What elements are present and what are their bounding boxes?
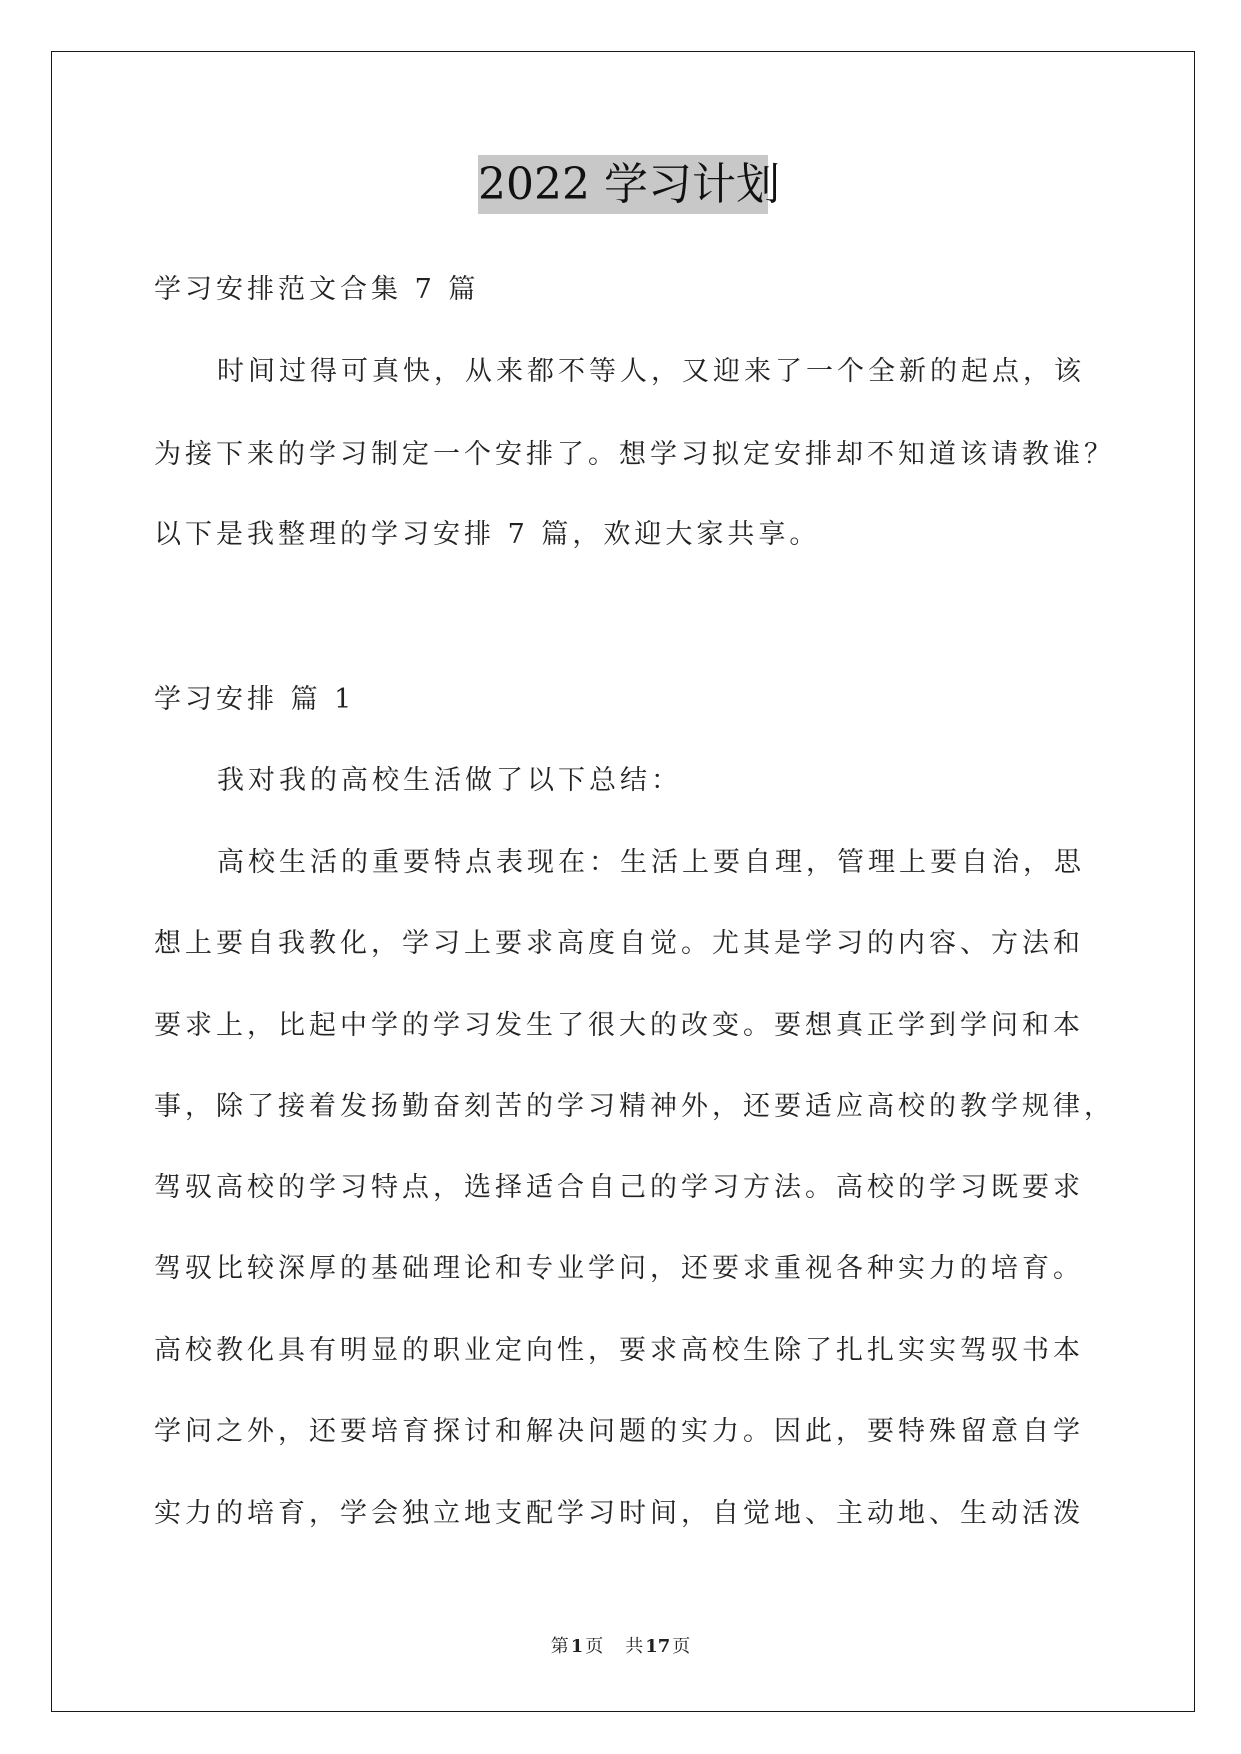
- page-number: 1: [570, 1636, 584, 1657]
- section-line: 驾驭高校的学习特点，选择适合自己的学习方法。高校的学习既要求: [154, 1172, 1084, 1203]
- page-total: 17: [645, 1636, 671, 1657]
- intro-line: 为接下来的学习制定一个安排了。想学习拟定安排却不知道该请教谁？: [154, 439, 1115, 470]
- page-total-suffix: 页: [672, 1636, 691, 1657]
- page-number-prefix: 第: [550, 1636, 569, 1657]
- section-line: 驾驭比较深厚的基础理论和专业学问，还要求重视各种实力的培育。: [154, 1253, 1084, 1284]
- page-footer: [0, 1636, 1241, 1658]
- section-line: 事，除了接着发扬勤奋刻苦的学习精神外，还要适应高校的教学规律，: [154, 1091, 1115, 1122]
- intro-line: 以下是我整理的学习安排 7 篇，欢迎大家共享。: [154, 519, 821, 550]
- section-line: 高校生活的重要特点表现在：生活上要自理，管理上要自治，思: [217, 847, 1085, 878]
- document-subtitle: 学习安排范文合集 7 篇: [154, 274, 480, 305]
- intro-line: 时间过得可真快，从来都不等人，又迎来了一个全新的起点，该: [217, 356, 1085, 387]
- section-line: 我对我的高校生活做了以下总结：: [217, 765, 682, 796]
- page-number-suffix: 页: [585, 1636, 604, 1657]
- section-heading: 学习安排 篇 1: [154, 684, 356, 715]
- document-title: 2022 学习计划: [478, 155, 768, 214]
- section-line: 高校教化具有明显的职业定向性，要求高校生除了扎扎实实驾驭书本: [154, 1335, 1084, 1366]
- section-line: 要求上，比起中学的学习发生了很大的改变。要想真正学到学问和本: [154, 1010, 1084, 1041]
- section-line: 想上要自我教化，学习上要求高度自觉。尤其是学习的内容、方法和: [154, 928, 1084, 959]
- section-line: 实力的培育，学会独立地支配学习时间，自觉地、主动地、生动活泼: [154, 1498, 1084, 1529]
- page-total-prefix: 共: [625, 1636, 644, 1657]
- section-line: 学问之外，还要培育探讨和解决问题的实力。因此，要特殊留意自学: [154, 1416, 1084, 1447]
